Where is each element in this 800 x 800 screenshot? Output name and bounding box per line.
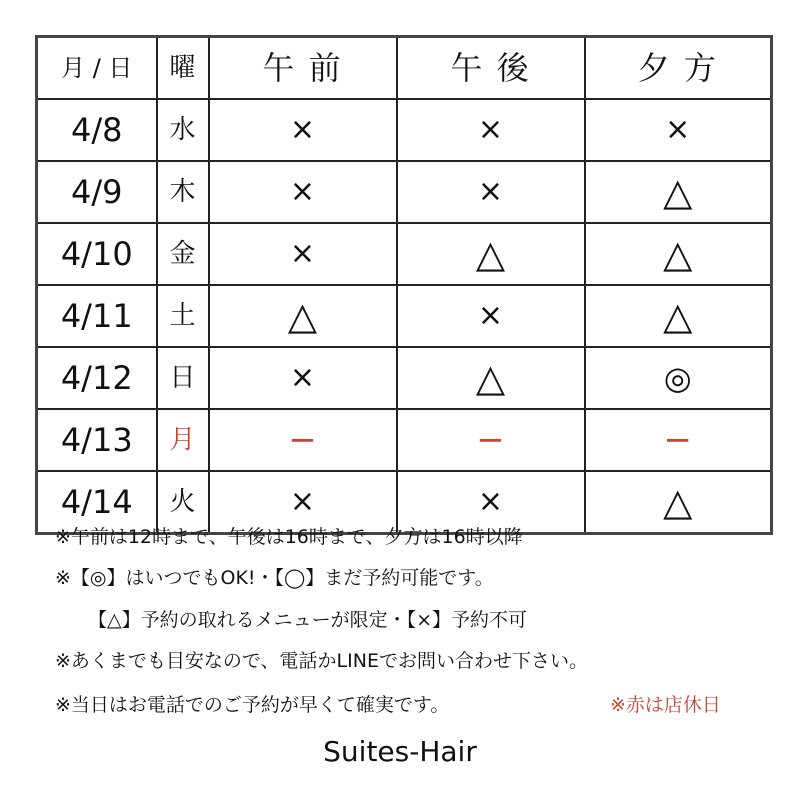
afternoon-slot: − (397, 409, 585, 471)
weekday-cell: 日 (157, 347, 209, 409)
weekday-cell: 木 (157, 161, 209, 223)
evening-slot: △ (585, 223, 772, 285)
morning-slot: × (209, 347, 397, 409)
morning-slot: × (209, 99, 397, 161)
evening-slot: △ (585, 471, 772, 534)
closed-day-note: ※赤は店休日 (610, 694, 721, 716)
schedule-row (37, 347, 772, 409)
schedule-row (37, 409, 772, 471)
note-symbol-legend-continued: 【△】予約の取れるメニューが限定・【×】予約不可 (88, 609, 528, 631)
weekday-cell: 土 (157, 285, 209, 347)
date-cell: 4/12 (37, 347, 157, 409)
morning-slot: △ (209, 285, 397, 347)
afternoon-slot: × (397, 471, 585, 534)
evening-slot: △ (585, 161, 772, 223)
header-afternoon: 午 後 (397, 37, 585, 100)
weekday-cell: 火 (157, 471, 209, 534)
note-contact: ※あくまでも目安なので、電話かLINEでお問い合わせ下さい。 (55, 650, 588, 672)
reservation-schedule-table (35, 35, 773, 535)
date-cell: 4/14 (37, 471, 157, 534)
header-date: 月 / 日 (37, 37, 157, 100)
date-cell: 4/10 (37, 223, 157, 285)
header-weekday: 曜 (157, 37, 209, 100)
header-evening: 夕 方 (585, 37, 772, 100)
afternoon-slot: △ (397, 347, 585, 409)
weekday-cell: 金 (157, 223, 209, 285)
weekday-cell: 月 (157, 409, 209, 471)
evening-slot: × (585, 99, 772, 161)
schedule-row (37, 285, 772, 347)
date-cell: 4/9 (37, 161, 157, 223)
morning-slot: × (209, 223, 397, 285)
evening-slot: − (585, 409, 772, 471)
shop-name: Suites-Hair (323, 735, 477, 768)
afternoon-slot: × (397, 99, 585, 161)
evening-slot: ◎ (585, 347, 772, 409)
schedule-row (37, 161, 772, 223)
date-cell: 4/11 (37, 285, 157, 347)
afternoon-slot: × (397, 161, 585, 223)
schedule-row (37, 223, 772, 285)
note-time-ranges: ※午前は12時まで、午後は16時まで、夕方は16時以降 (55, 526, 523, 548)
morning-slot: × (209, 471, 397, 534)
weekday-cell: 水 (157, 99, 209, 161)
afternoon-slot: × (397, 285, 585, 347)
date-cell: 4/8 (37, 99, 157, 161)
evening-slot: △ (585, 285, 772, 347)
date-cell: 4/13 (37, 409, 157, 471)
morning-slot: × (209, 161, 397, 223)
note-same-day: ※当日はお電話でのご予約が早くて確実です。 (55, 694, 450, 716)
note-symbol-legend: ※【◎】はいつでもOK!・【◯】まだ予約可能です。 (55, 567, 494, 589)
table-header-row (37, 37, 772, 100)
header-morning: 午 前 (209, 37, 397, 100)
schedule-row (37, 99, 772, 161)
afternoon-slot: △ (397, 223, 585, 285)
morning-slot: − (209, 409, 397, 471)
